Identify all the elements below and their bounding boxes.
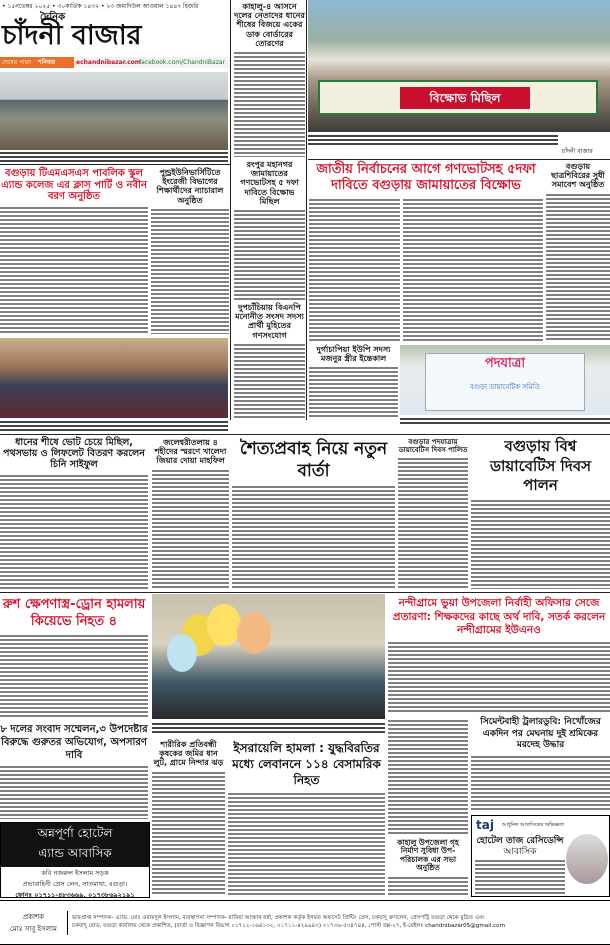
column-rangpur <box>234 160 305 300</box>
website-link[interactable]: echandnibazar.com <box>76 59 142 66</box>
story-text <box>232 485 395 589</box>
story-text <box>546 193 610 340</box>
story-text <box>309 366 398 418</box>
headline-kahalu: কাহালু-৪ আসনে দলের নেতাদের ধানের শীষের বিজয়ে একের ডাক বোর্ডারের তোরণের <box>234 2 305 48</box>
story-text <box>228 792 385 896</box>
photo-credit: চাঁদনী বাজার <box>562 148 593 155</box>
headline-muhit: দুপচাঁচিয়ায় বিএনপি মনোনীত সংসদ সদস্য প্রার্থী মুহিতের গণসংযোগ <box>235 303 304 340</box>
divider <box>0 434 610 435</box>
story-text <box>151 208 229 334</box>
headline-shoitto: শৈত্যপ্রবাহ নিয়ে নতুন বার্তা <box>232 438 395 482</box>
photo-rally <box>308 0 610 132</box>
ad-address: কবি নজরুল ইসলাম সড়ক <box>41 869 109 877</box>
photo-meeting <box>0 72 228 150</box>
story-text <box>388 641 610 713</box>
balloon <box>167 634 197 672</box>
story-text <box>152 469 229 589</box>
column-durga-story <box>309 345 398 418</box>
column-kahalu <box>234 2 305 157</box>
column-dhaner <box>0 438 148 589</box>
headline-dhaner: ধানের শীষে ভোট চেয়ে মিছিল, পথসভায় ও লিফলেট বিতরণ করলেন চিনি সাইফুল <box>0 438 148 471</box>
story-text <box>398 457 468 589</box>
story-text <box>471 499 610 590</box>
headline-padayatra-small: বগুড়ার পদযাত্রায় ডায়াবেটিস দিবস পালিত <box>398 438 468 455</box>
ad-sub: আবাসিক <box>503 847 537 858</box>
story-text <box>0 206 148 335</box>
ad-taj-residency[interactable] <box>471 815 610 897</box>
column-rush <box>0 597 148 719</box>
column-padayatra-small <box>398 438 468 589</box>
headline-cement: সিমেন্টবাহী ট্রলারডুবি: নিখোঁজের একদিন পর মেঘনায় দুই শ্রমিকের মরদেহ উদ্ধার <box>471 717 610 752</box>
ad-name: হোটেল তাজ রেসিডেন্সি <box>476 836 564 846</box>
story-text <box>234 209 305 300</box>
divider <box>308 159 610 160</box>
headline-rangpur: রংপুর মহানগর জামায়াতের গণভোটসহ ৫ দফা দাবিতে বিক্ষোভ মিছিল <box>234 160 305 206</box>
headline-nandigram: নন্দীগ্রামে ভুয়া উপজেলা নির্বাহী অফিসার সেজে প্রতারণা: শিক্ষকদের কাছে অর্থ দাবি, সতর্ক করলেন নন্দীগ্রামের ইউএনও <box>388 597 610 638</box>
footer-imprint <box>0 900 610 945</box>
photo-caption <box>308 134 558 145</box>
photo-caption <box>152 722 385 734</box>
ad-phone: ফোনঃ ০১৭১১-৪৮৩৬৬৯, ০১৭৩৮৬৯২১৯১ <box>15 891 135 899</box>
photo-procession <box>0 338 228 418</box>
ad-tagline: আধুনিক আবাসিকের অভিজ্ঞতা <box>502 822 565 828</box>
column-jaleshwari <box>152 438 229 589</box>
column-shoitto <box>232 438 395 589</box>
imprint-text <box>68 915 610 931</box>
masthead <box>0 0 230 70</box>
headline-shibir: বগুড়ায় ছাত্রশিবিরের সুধী সমাবেশ অনুষ্ঠিত <box>546 162 610 190</box>
masthead-prefix: দৈনিক <box>40 12 66 23</box>
ad-address: প্রভাবাহিনী প্রেস লেন, সাতমাথা, বগুড়া। <box>22 880 128 888</box>
photo-caption <box>0 151 228 162</box>
lead-subcolumn <box>309 198 400 343</box>
date-line: • ১৫নভেম্বর ২০২৫ • ৩০কার্তিক ১৪৩২ • ২৩ জমাদিউল আওয়াল ১৪৪৭ হিজরি <box>2 3 199 10</box>
taj-logo: taj <box>476 818 494 832</box>
headline-durga: দুর্গাচাপিয়া ইউপি সদস্য মজনুর স্ত্রীর ইন্তেকাল <box>309 345 398 363</box>
ad-body <box>475 836 565 896</box>
headline-israel: ইসরায়েলি হামলা : যুদ্ধবিরতির মধ্যে লেবাননে ১১৪ বেসামরিক নিহত <box>228 740 385 789</box>
column-pundra <box>151 168 229 334</box>
headline-eight: ৮ দলের সংবাদ সম্মেলন,৩ উপদেষ্টার বিরুদ্ধে গুরুতর অভিযোগ, অপসারণ দাবি <box>0 724 148 761</box>
column-eight <box>0 723 148 819</box>
photo-caption <box>0 420 228 432</box>
masthead-title: চাঁদনী বাজার <box>2 20 142 51</box>
story-text <box>0 474 148 589</box>
photo-caption <box>400 417 610 424</box>
divider <box>230 0 231 420</box>
lead-body <box>309 198 543 343</box>
divider <box>306 0 307 420</box>
balloon <box>207 604 241 646</box>
story-text <box>0 765 148 819</box>
balloon <box>237 612 271 654</box>
banner-text: বিক্ষোভ মিছিল <box>400 87 530 109</box>
story-text <box>234 343 305 418</box>
headline-diabetes: বগুড়ায় বিশ্ব ডায়াবেটিস দিবস পালন <box>471 437 610 496</box>
column-israel <box>228 740 385 896</box>
story-text <box>309 198 400 343</box>
column-kahalu-meeting <box>388 719 468 896</box>
ad-photo <box>566 834 608 884</box>
headline-krishok: শারীরিক প্রতিবন্ধী কৃষকের জমির ধান লুট, গ্রামে নিন্দার ঝড় <box>153 740 224 768</box>
story-text <box>403 198 543 343</box>
banner-text: পদযাত্রা <box>484 356 526 371</box>
headline-lead: জাতীয় নির্বাচনের আগে গণভোটসহ ৫দফা দাবিতে বগুড়ায় জামায়াতের বিক্ষোভ <box>309 162 543 195</box>
column-muhit <box>234 303 305 418</box>
ad-address <box>475 859 565 896</box>
column-diabetes <box>471 437 610 589</box>
facebook-link[interactable]: facebook.com/ChandniBazar <box>139 59 225 66</box>
day-label: শনিবার <box>38 57 74 68</box>
banner-subtext: বগুড়া ডায়াবেটিক সমিতি <box>469 383 541 391</box>
story-text <box>234 51 305 157</box>
imprint-line: চকযাদু রোড, বগুড়া কার্যালয় থেকে প্রকাশিত, (বার্তা ও বিজ্ঞাপন বিভাগ ০১৭১২-১৬৪১৩২, ০১৭১১-৪২৯৯৪০) ০১৭৩৬-৫০৪৭৪৪, পোস্ট বক্স-২৭, ই-মেইলঃ chandnibazar05@gmail.com <box>72 923 506 929</box>
headline-kahalu-meeting: কাহালু উপজেলা গৃহ নির্মাণ সুবিধা উপ-পরিচালক এর সভা অনুষ্ঠিত <box>388 839 468 874</box>
lead-subcolumn <box>403 198 543 343</box>
publisher <box>0 911 68 935</box>
rally-banner <box>318 80 598 115</box>
photo-padayatra <box>400 345 610 415</box>
column-nandigram <box>388 597 610 713</box>
story-text <box>388 876 468 896</box>
story-text <box>0 634 148 719</box>
column-shibir <box>546 162 610 340</box>
padayatra-banner <box>425 353 585 411</box>
headline-rush: রুশ ক্ষেপণাস্ত্র-ড্রোন হামলায় কিয়েভে নিহত ৪ <box>0 597 148 631</box>
ad-title-line1: অন্নপূর্ণা হোটেল <box>37 826 113 840</box>
column-krishok <box>152 740 225 896</box>
divider <box>0 164 230 165</box>
story-text <box>388 719 468 836</box>
ad-annapurna-hotel[interactable] <box>0 822 150 898</box>
headline-jaleshwari: জলেশ্বরীতলায় ৪ শহীদের স্মরণে খালেদা জিয়ার দোয়া মাহফিল <box>152 438 229 466</box>
photo-balloons <box>152 594 385 719</box>
headline-pundra: পুন্ড্রইউনিভার্সিটিতে ইংরেজী বিভাগের শিক্ষার্থীদের ন্যাচারাল অনুষ্ঠিত <box>151 168 229 205</box>
headline-tmss: বগুড়ায় টিএমএসএস পাবলিক স্কুল এ্যান্ড কলেজ এর ক্লাস পার্টি ও নবীন বরণ অনুষ্ঠিত <box>1 168 147 202</box>
masthead-bar <box>0 57 230 68</box>
story-text <box>152 771 225 896</box>
ad-title-line2: এ্যান্ড আবাসিক <box>38 846 112 860</box>
column-tmss <box>0 168 148 334</box>
ad-title <box>1 823 149 867</box>
publisher-name: মোঃ সাবু ইসলাম <box>10 924 57 933</box>
story-text <box>471 755 610 812</box>
publisher-label: প্রকাশক <box>22 912 45 921</box>
imprint-line: ভারপ্রাপ্ত সম্পাদক- এ্যাড. মোঃ ওবায়দুল ইসলাম, ব্যবস্থাপনা সম্পাদক- রাবিয়া আক্তার বর্ষা, প্রকাশক কর্তৃক ইসমত অফসেট প্রিন্টিং প্রেস, চকযাদু ক্রসলেন, প্রেসপট্টি বগুড়া থেকে মুদ্রিত এবং <box>72 914 485 921</box>
page-label: শেষের পাতা <box>0 57 38 68</box>
divider <box>0 592 610 593</box>
column-cement <box>471 717 610 812</box>
column-lead <box>309 162 543 342</box>
